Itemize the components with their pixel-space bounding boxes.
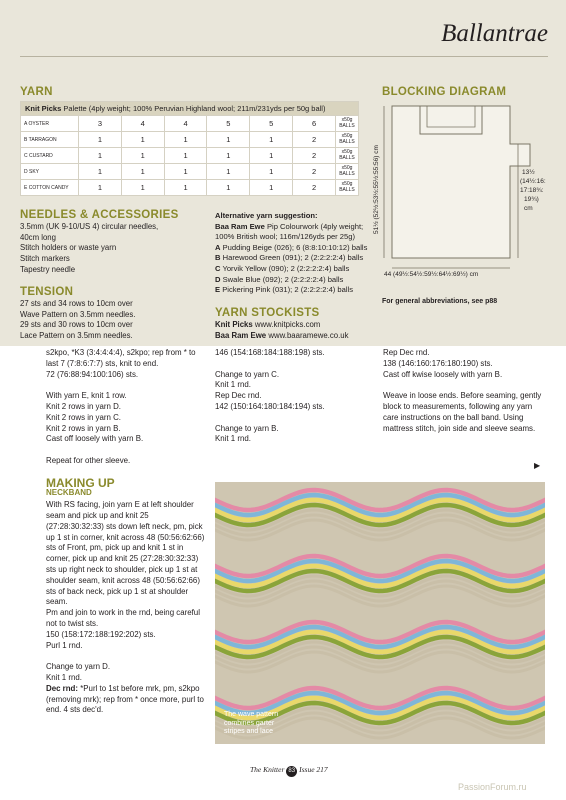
yarn-table: [20, 101, 359, 196]
yarn-palette: Knit Picks Palette (4ply weight; 100% Peruvian Highland wool; 211m/231yds per 50g ball): [21, 102, 359, 116]
svg-text:13½: 13½: [522, 169, 535, 176]
abbreviations-note: For general abbreviations, see p88: [382, 298, 498, 305]
armhole-label: [520, 168, 546, 212]
height-label: 51½ (52½:53½:55½:55:56) cm: [373, 145, 380, 234]
divider: [20, 56, 548, 57]
column-3: Rep Dec rnd. 138 (146:160:176:180:190) sts. Cast off kwise loosely with yarn B. Weave in loose ends. Before seaming, gently block to measurements, following any yarn care instructions on the ball band. Using mattress stitch, join side and sleeve seams.: [383, 348, 542, 433]
yarn-row: A OYSTER 3 4 4 5 5 6 x50g BALLS: [21, 116, 359, 132]
page-title: Ballantrae: [441, 20, 548, 47]
column-1: s2kpo, *K3 (3:4:4:4:4), s2kpo; rep from * to last 7 (7:8:6:7:7) sts, knit to end. 72 (76:88:94:100:106) sts. With yarn E, knit 1 row. Knit 2 rows in yarn D. Knit 2 rows in yarn C. Knit 2 rows in yarn B. Cast off loosely with yarn B. Repeat for other sleeve. MAKING UP NECKBAND With RS facing, join yarn E at left shoulder seam and pick up and knit 25 (27:28:30:32:33) sts down left neck, pm, pick up 1 st in corner, knit across 48 (50:56:62:66) sts of Front, pm, pick up and knit 1 st in corner, pick up and knit 25 (27:28:30:32:33) sts up right neck to shoulder, pick up 1 st at shoulder seam, knit across 48 (50:56:62:66) sts of back neck, pick up 1 st at shoulder seam. Pm and join to work in the rnd, being careful not to twist sts. 150 (158:172:188:192:202) sts. Purl 1 rnd. Change to yarn D. Knit 1 rnd. Dec rnd: *Purl to 1st before mrk, pm, s2kpo (removing mrk); rep from * once more, purl to end. 4 sts dec'd.: [46, 348, 205, 715]
svg-text:17:18¾:: 17:18¾:: [520, 187, 544, 194]
tension-text: 27 sts and 34 rows to 10cm over Wave Pattern on 3.5mm needles. 29 sts and 30 rows to 10cm over Lace Pattern on 3.5mm needles.: [20, 299, 136, 341]
stockists-list: Knit Picks www.knitpicks.com Baa Ram Ewe www.baaramewe.co.uk: [215, 320, 349, 340]
making-up-heading: MAKING UP: [46, 475, 115, 490]
alt-yarn: Alternative yarn suggestion: Baa Ram Ewe Pip Colourwork (4ply weight; 100% British wool; 116m/126yds per 25g) A Pudding Beige (026); 6 (8:8:10:10:12) balls B Harewood Green (091); 2 (2:2:2:2:4) balls C Yorvik Yellow (090); 2 (2:2:2:2:4) balls D Swale Blue (092); 2 (2:2:2:2:4) balls E Pickering Pink (031); 2 (2:2:2:2:4) balls: [215, 211, 368, 295]
tension-heading: TENSION: [20, 286, 74, 298]
column-2: 146 (154:168:184:188:198) sts. Change to yarn C. Knit 1 rnd. Rep Dec rnd. 142 (150:164:180:184:194) sts. Change to yarn B. Knit 1 rnd.: [215, 348, 325, 444]
page-number: 83: [286, 766, 297, 777]
photo-caption: The wave pattern combines garter stripes and lace: [224, 711, 279, 735]
neckband-heading: NECKBAND: [46, 488, 92, 498]
stockists-heading: YARN STOCKISTS: [215, 307, 320, 319]
watermark: PassionForum.ru: [458, 782, 527, 792]
svg-text:(14½:16:: (14½:16:: [520, 178, 546, 185]
needles-heading: NEEDLES & ACCESSORIES: [20, 209, 179, 221]
continue-arrow-icon: ▶: [534, 461, 541, 470]
yarn-row: D SKY 1 1 1 1 1 2 x50g BALLS: [21, 164, 359, 180]
blocking-diagram: [370, 96, 560, 296]
yarn-row: B TARRAGON 1 1 1 1 1 2 x50g BALLS: [21, 132, 359, 148]
yarn-row: C CUSTARD 1 1 1 1 1 2 x50g BALLS: [21, 148, 359, 164]
needles-list: 3.5mm (UK 9-10/US 4) circular needles, 40cm long Stitch holders or waste yarn Stitch markers Tapestry needle: [20, 222, 159, 274]
width-label: 44 (49½:54½:59½:64½:69½) cm: [384, 271, 479, 278]
page-footer: The Knitter 83 Issue 217: [250, 765, 328, 777]
svg-text:19¾): 19¾): [524, 196, 539, 203]
knitting-photo: [215, 482, 545, 744]
yarn-heading: YARN: [20, 86, 53, 98]
blocking-heading: BLOCKING DIAGRAM: [382, 86, 507, 98]
svg-text:cm: cm: [524, 205, 533, 212]
yarn-row: E COTTON CANDY 1 1 1 1 1 2 x50g BALLS: [21, 180, 359, 196]
